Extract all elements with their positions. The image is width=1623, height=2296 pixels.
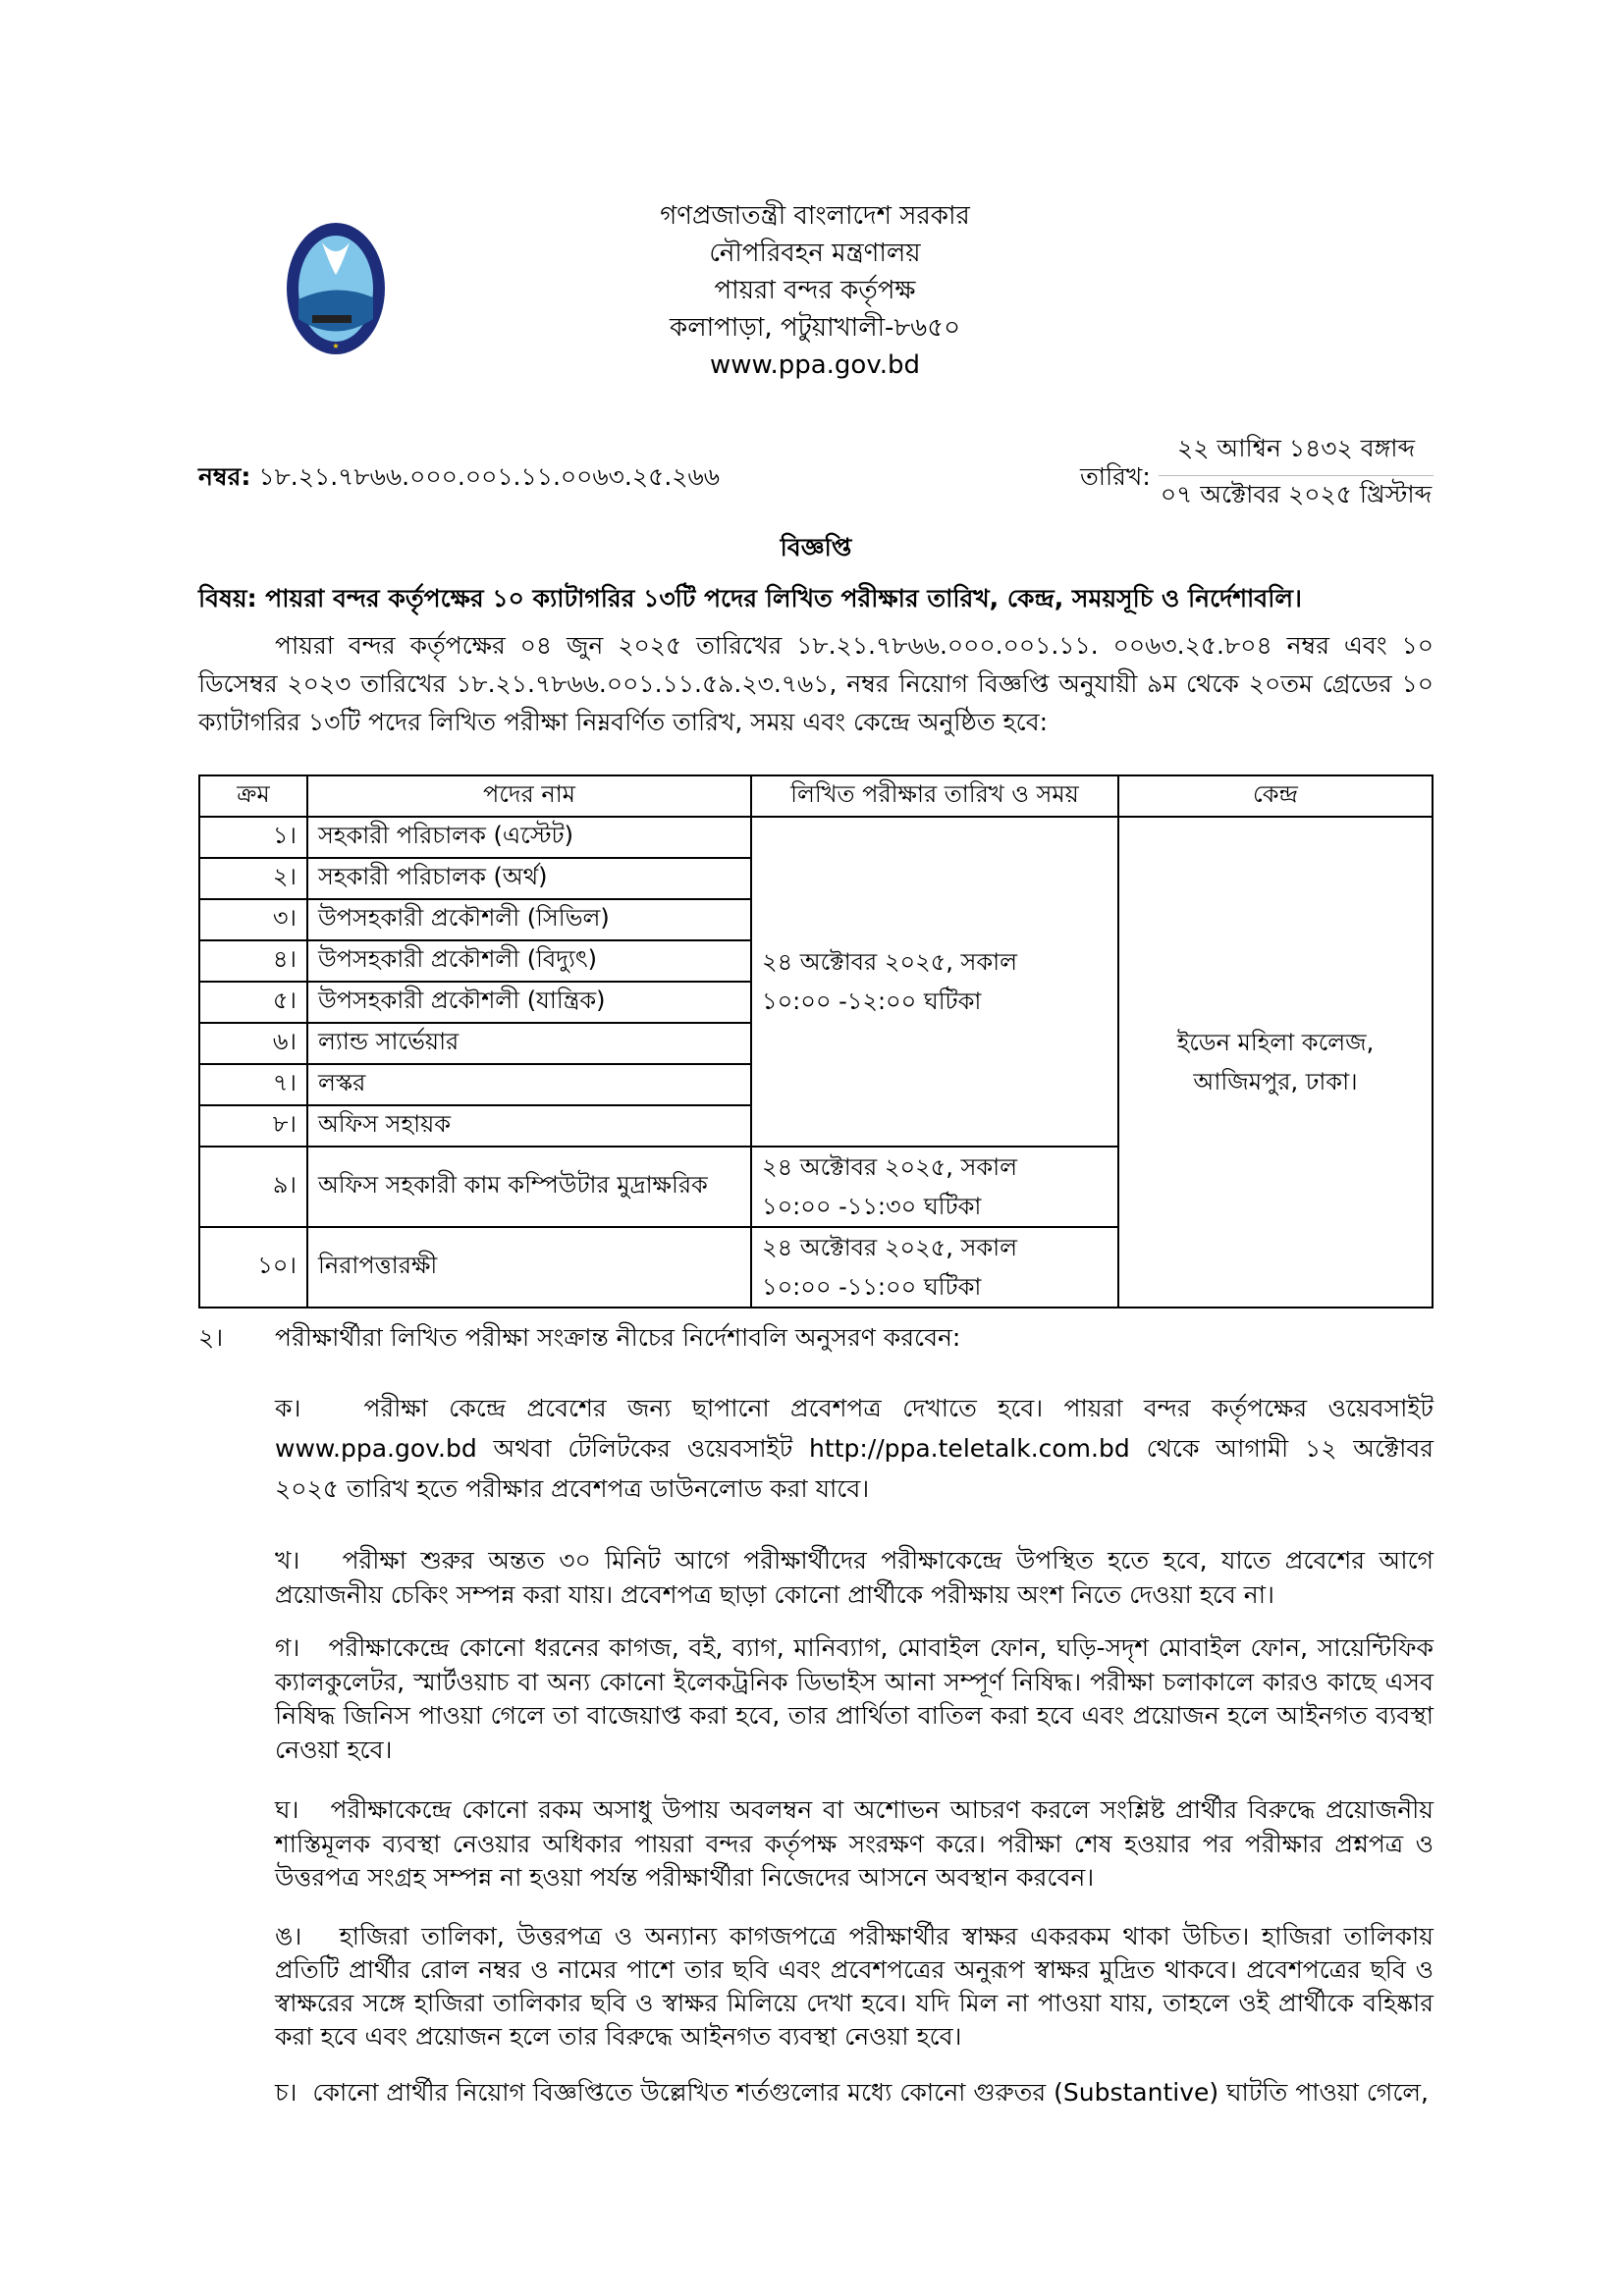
post-name: ল্যান্ড সার্ভেয়ার [307,1023,751,1064]
item-text: পরীক্ষাকেন্দ্রে কোনো রকম অসাধু উপায় অবলম্বন বা অশোভন আচরণ করলে সংশ্লিষ্ট প্রার্থীর বিরুদ্ধে প্রয়োজনীয় শাস্তিমূলক ব্যবস্থা নেওয়ার অধিকার পায়রা বন্দর কর্তৃপক্ষ সংরক্ষণ করে। পরীক্ষা শেষ হওয়ার পর পরীক্ষার প্রশ্নপত্র ও উত্তরপত্র সংগ্রহ সম্পন্ন না হওয়া পর্যন্ত পরীক্ষার্থীরা নিজেদের আসনে অবস্থান করবেন। [275,1795,1434,1892]
svg-text:★: ★ [332,342,340,350]
reference-number [198,457,720,500]
instruction-item [275,1793,1434,1896]
letterhead [520,197,1109,384]
section2-text: পরীক্ষার্থীরা লিখিত পরীক্ষা সংক্রান্ত নীচের নির্দেশাবলি অনুসরণ করবেন: [275,1323,961,1352]
center-line2: আজিমপুর, ঢাকা। [1193,1068,1358,1095]
table-header-row [199,775,1433,817]
exam-hours: ১০:০০ -১১:৩০ ঘটিকা [762,1193,982,1220]
post-name: অফিস সহায়ক [307,1105,751,1147]
item-mark: গ। [275,1633,300,1662]
serial: ৬। [199,1023,307,1064]
header-center: কেন্দ্র [1118,775,1433,817]
exam-time [751,1147,1118,1227]
item-text: পরীক্ষা শুরুর অন্তত ৩০ মিনিট আগে পরীক্ষার্থীদের পরীক্ষাকেন্দ্রে উপস্থিত হতে হবে, যাতে প্রবেশের আগে প্রয়োজনীয় চেকিং সম্পন্ন করা যায়। প্রবেশপত্র ছাড়া কোনো প্রার্থীকে পরীক্ষায় অংশ নিতে দেওয়া হবে না। [275,1546,1434,1609]
post-name: উপসহকারী প্রকৌশলী (সিভিল) [307,899,751,940]
center-line1: ইডেন মহিলা কলেজ, [1176,1029,1375,1056]
post-name: উপসহকারী প্রকৌশলী (বিদ্যুৎ) [307,940,751,982]
serial: ৮। [199,1105,307,1147]
website: www.ppa.gov.bd [710,350,920,380]
subject-text: পায়রা বন্দর কর্তৃপক্ষের ১০ ক্যাটাগরির ১৩টি পদের লিখিত পরীক্ষার তারিখ, কেন্দ্র, সময়সূচি ও নির্দেশাবলি। [265,584,1302,613]
government-name: গণপ্রজাতন্ত্রী বাংলাদেশ সরকার [660,201,970,231]
ministry-name: নৌপরিবহন মন্ত্রণালয় [709,239,921,268]
date-label: তারিখ: [1080,462,1151,491]
post-name: উপসহকারী প্রকৌশলী (যান্ত্রিক) [307,982,751,1023]
header-time: লিখিত পরীক্ষার তারিখ ও সময় [751,775,1118,817]
header-serial: ক্রম [199,775,307,817]
reference-label: নম্বর: [198,462,251,491]
section2-number: ২। [198,1323,224,1352]
payra-port-authority-logo [285,221,387,356]
item-text: পরীক্ষা কেন্দ্রে প্রবেশের জন্য ছাপানো প্রবেশপত্র দেখাতে হবে। পায়রা বন্দর কর্তৃপক্ষের ওয়েবসাইট www.ppa.gov.bd অথবা টেলিটকের ওয়েবসাইট http://ppa.teletalk.com.bd থেকে আগামী ১২ অক্টোবর ২০২৫ তারিখ হতে পরীক্ষার প্রবেশপত্র ডাউনলোড করা যাবে। [275,1394,1434,1503]
exam-date: ২৪ অক্টোবর ২০২৫, সকাল [762,1234,1017,1261]
post-name: সহকারী পরিচালক (এস্টেট) [307,817,751,858]
authority-name: পায়রা বন্দর কর্তৃপক্ষ [714,276,916,305]
serial: ৩। [199,899,307,940]
item-text: পরীক্ষাকেন্দ্রে কোনো ধরনের কাগজ, বই, ব্যাগ, মানিব্যাগ, মোবাইল ফোন, ঘড়ি-সদৃশ মোবাইল ফোন, সায়েন্টিফিক ক্যালকুলেটর, স্মার্টওয়াচ বা অন্য কোনো ইলেকট্রনিক ডিভাইস আনা সম্পূর্ণ নিষিদ্ধ। পরীক্ষা চলাকালে কারও কাছে এসব নিষিদ্ধ জিনিস পাওয়া গেলে তা বাজেয়াপ্ত করা হবে, তার প্রার্থিতা বাতিল করা হবে এবং প্রয়োজন হলে আইনগত ব্যবস্থা নেওয়া হবে। [275,1633,1434,1764]
subject-label: বিষয়: [198,584,257,613]
instruction-item [275,1388,1434,1509]
serial: ৫। [199,982,307,1023]
serial: ৪। [199,940,307,982]
post-name: অফিস সহকারী কাম কম্পিউটার মুদ্রাক্ষরিক [307,1147,751,1227]
item-mark: ঘ। [275,1795,299,1824]
exam-date: ২৪ অক্টোবর ২০২৫, সকাল [762,1153,1017,1181]
address: কলাপাড়া, পটুয়াখালী-৮৬৫০ [670,313,960,343]
notice-title: বিজ্ঞপ্তি [780,533,852,561]
reference-value: ১৮.২১.৭৮৬৬.০০০.০০১.১১.০০৬৩.২৫.২৬৬ [258,462,721,491]
exam-hours: ১০:০০ -১১:০০ ঘটিকা [762,1273,982,1301]
serial: ২। [199,858,307,899]
serial: ৯। [199,1147,307,1227]
post-name: সহকারী পরিচালক (অর্থ) [307,858,751,899]
item-text: কোনো প্রার্থীর নিয়োগ বিজ্ঞপ্তিতে উল্লেখিত শর্তগুলোর মধ্যে কোনো গুরুতর (Substantive) ঘাটতি পাওয়া গেলে, [312,2078,1429,2107]
item-mark: ক। [275,1394,301,1422]
exam-time [751,1227,1118,1308]
serial: ১০। [199,1227,307,1308]
item-mark: চ। [275,2078,298,2107]
item-mark: খ। [275,1546,300,1575]
instruction-item [275,1631,1434,1767]
exam-schedule-table [198,774,1434,1308]
table-row [199,817,1433,858]
item-text: হাজিরা তালিকা, উত্তরপত্র ও অন্যান্য কাগজপত্রে পরীক্ষার্থীর স্বাক্ষর একরকম থাকা উচিত। হাজিরা তালিকায় প্রতিটি প্রার্থীর রোল নম্বর ও নামের পাশে তার ছবি এবং প্রবেশপত্রের অনুরূপ স্বাক্ষর মুদ্রিত থাকবে। প্রবেশপত্রের ছবি ও স্বাক্ষরের সঙ্গে হাজিরা তালিকার ছবি ও স্বাক্ষর মিলিয়ে দেখা হবে। যদি মিল না পাওয়া যায়, তাহলে ওই প্রার্থীকে বহিষ্কার করা হবে এবং প্রয়োজন হলে তার বিরুদ্ধে আইনগত ব্যবস্থা নেওয়া হবে। [275,1922,1434,2051]
serial: ১। [199,817,307,858]
date-gregorian: ০৭ অক্টোবর ২০২৫ খ্রিস্টাব্দ [1160,480,1433,508]
subject-line [198,579,1434,621]
exam-time [751,817,1118,1147]
intro-paragraph: পায়রা বন্দর কর্তৃপক্ষের ০৪ জুন ২০২৫ তারিখের ১৮.২১.৭৮৬৬.০০০.০০১.১১. ০০৬৩.২৫.৮০৪ নম্বর এবং ১০ ডিসেম্বর ২০২৩ তারিখের ১৮.২১.৭৮৬৬.০০১.১১.৫৯.২৩.৭৬১, নম্বর নিয়োগ বিজ্ঞপ্তি অনুযায়ী ৯ম থেকে ২০তম গ্রেডের ১০ ক্যাটাগরির ১৩টি পদের লিখিত পরীক্ষা নিম্নবর্ণিত তারিখ, সময় এবং কেন্দ্রে অনুষ্ঠিত হবে: [198,631,1434,736]
post-name: লস্কর [307,1064,751,1105]
exam-hours: ১০:০০ -১২:০০ ঘটিকা [762,988,982,1015]
serial: ৭। [199,1064,307,1105]
item-mark: ঙ। [275,1922,302,1950]
header-post: পদের নাম [307,775,751,817]
instruction-item [275,1920,1434,2054]
instruction-item [275,1543,1434,1612]
instruction-item [275,2076,1434,2109]
post-name: নিরাপত্তারক্ষী [307,1227,751,1308]
exam-date: ২৪ অক্টোবর ২০২৫, সকাল [762,948,1017,976]
date-bangla: ২২ আশ্বিন ১৪৩২ বঙ্গাব্দ [1159,429,1434,476]
exam-center [1118,817,1433,1308]
